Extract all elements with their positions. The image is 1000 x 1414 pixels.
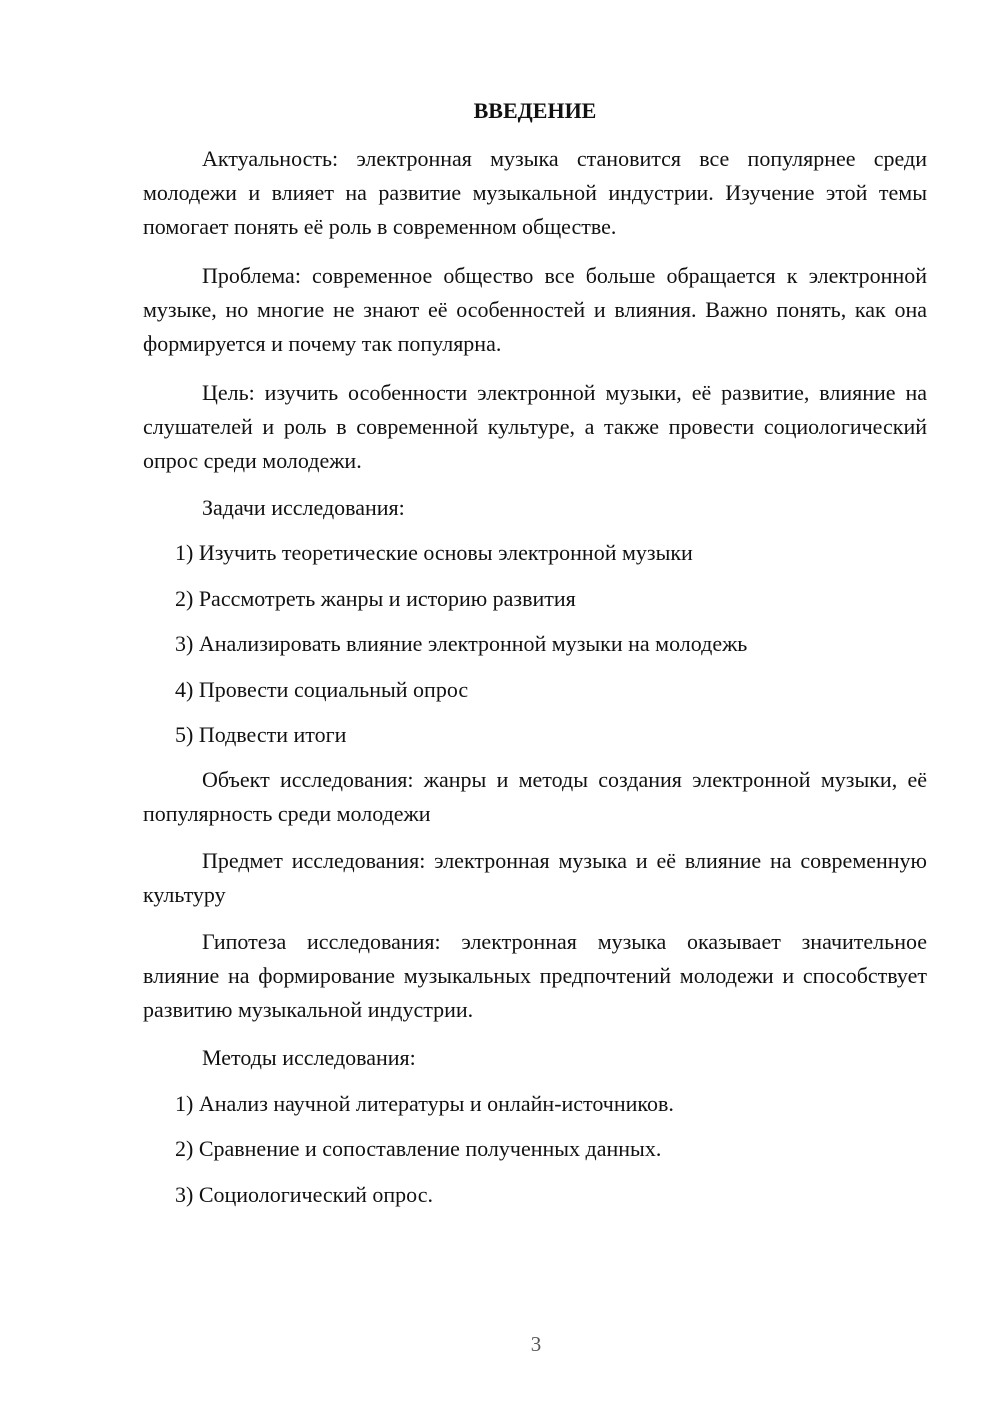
task-item: 2) Рассмотреть жанры и историю развития <box>175 586 576 611</box>
section-title: ВВЕДЕНИЕ <box>473 98 597 123</box>
object-paragraph: Объект исследования: жанры и методы создания электронной музыки, её популярность среди молодежи <box>143 767 927 826</box>
method-item: 1) Анализ научной литературы и онлайн-источников. <box>175 1091 674 1116</box>
task-item: 4) Провести социальный опрос <box>175 677 469 702</box>
task-item: 1) Изучить теоретические основы электронной музыки <box>175 540 693 565</box>
task-item: 5) Подвести итоги <box>175 722 347 747</box>
methods-heading: Методы исследования: <box>202 1045 416 1070</box>
method-item: 2) Сравнение и сопоставление полученных данных. <box>175 1136 662 1161</box>
task-item: 3) Анализировать влияние электронной музыки на молодежь <box>175 631 748 656</box>
subject-paragraph: Предмет исследования: электронная музыка и её влияние на современную культуру <box>143 848 927 907</box>
method-item: 3) Социологический опрос. <box>175 1182 433 1207</box>
relevance-paragraph: Актуальность: электронная музыка становится все популярнее среди молодежи и влияет на развитие музыкальной индустрии. Изучение этой темы помогает понять её роль в современном обществе. <box>143 146 927 239</box>
hypothesis-paragraph: Гипотеза исследования: электронная музыка оказывает значительное влияние на формирование музыкальных предпочтений молодежи и способствует развитию музыкальной индустрии. <box>143 929 927 1022</box>
problem-paragraph: Проблема: современное общество все больше обращается к электронной музыке, но многие не знают её особенностей и влияния. Важно понять, как она формируется и почему так популярна. <box>143 263 927 356</box>
tasks-heading: Задачи исследования: <box>202 495 405 520</box>
goal-paragraph: Цель: изучить особенности электронной музыки, её развитие, влияние на слушателей и роль в современной культуре, а также провести социологический опрос среди молодежи. <box>143 380 927 473</box>
page-number: 3 <box>530 1332 542 1356</box>
